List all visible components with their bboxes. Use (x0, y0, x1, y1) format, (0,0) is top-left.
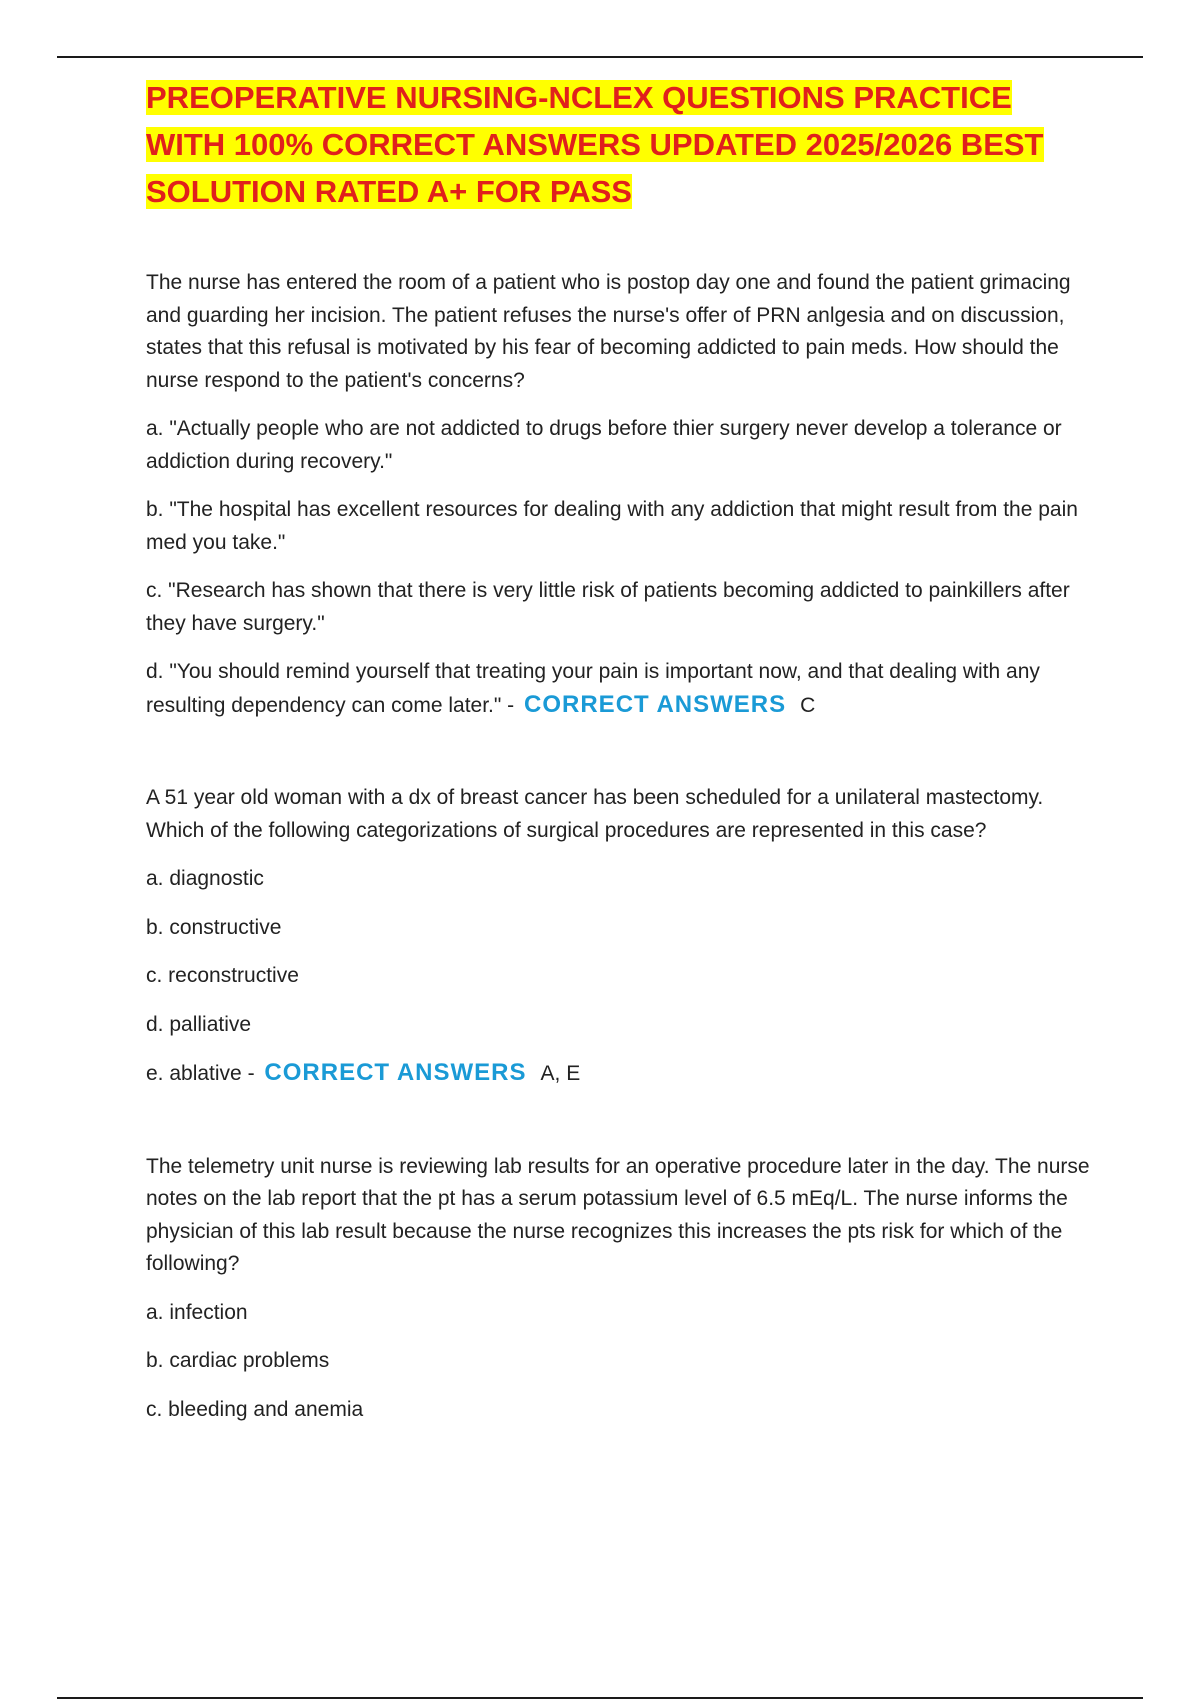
correct-answers-label: CORRECT ANSWERS (264, 1059, 527, 1086)
question-1 (146, 267, 1096, 722)
question-2 (146, 782, 1096, 1091)
option-a: a. diagnostic (146, 867, 264, 890)
document-body (146, 74, 1096, 1486)
question-stem: The nurse has entered the room of a patient who is postop day one and found the patient grimacing and guarding her incision. The patient refuses the nurse's offer of PRN anlgesia and on discussion, states that this refusal is motivated by his fear of becoming addicted to pain meds. How should the nurse respond to the patient's concerns? (146, 271, 1071, 392)
option-b: b. "The hospital has excellent resources for dealing with any addiction that might result from the pain med you take." (146, 498, 1078, 554)
answer-value: C (800, 693, 816, 717)
option-a: a. "Actually people who are not addicted to drugs before thier surgery never develop a tolerance or addiction during recovery." (146, 417, 1062, 473)
top-rule (57, 56, 1143, 58)
bottom-rule (57, 1697, 1143, 1699)
question-stem: The telemetry unit nurse is reviewing lab results for an operative procedure later in the day. The nurse notes on the lab report that the pt has a serum potassium level of 6.5 mEq/L. The nurse informs the physician of this lab result because the nurse recognizes this increases the pts risk for which of the following? (146, 1154, 1090, 1275)
option-d: d. palliative (146, 1012, 252, 1036)
option-e-text: e. ablative - (146, 1062, 255, 1085)
option-d-text: d. "You should remind yourself that treating your pain is important now, and that dealing with any resulting dependency can come later." - (146, 660, 1040, 717)
option-c: c. bleeding and anemia (146, 1397, 364, 1421)
option-d (146, 656, 1096, 722)
option-c: c. "Research has shown that there is very little risk of patients becoming addicted to painkillers after they have surgery." (146, 579, 1070, 635)
option-e (146, 1057, 1096, 1091)
document-title: PREOPERATIVE NURSING-NCLEX QUESTIONS PRACTICE WITH 100% CORRECT ANSWERS UPDATED 2025/2026 BEST SOLUTION RATED A+ FOR PASS (146, 80, 1044, 209)
option-c: c. reconstructive (146, 964, 299, 987)
question-3 (146, 1151, 1096, 1427)
question-stem: A 51 year old woman with a dx of breast cancer has been scheduled for a unilateral mastectomy. Which of the following categorizations of surgical procedures are represented in this case? (146, 786, 1044, 842)
option-b: b. cardiac problems (146, 1349, 330, 1372)
option-b: b. constructive (146, 915, 282, 939)
correct-answers-label: CORRECT ANSWERS (524, 690, 787, 718)
answer-value: A, E (540, 1062, 581, 1085)
option-a: a. infection (146, 1300, 248, 1324)
